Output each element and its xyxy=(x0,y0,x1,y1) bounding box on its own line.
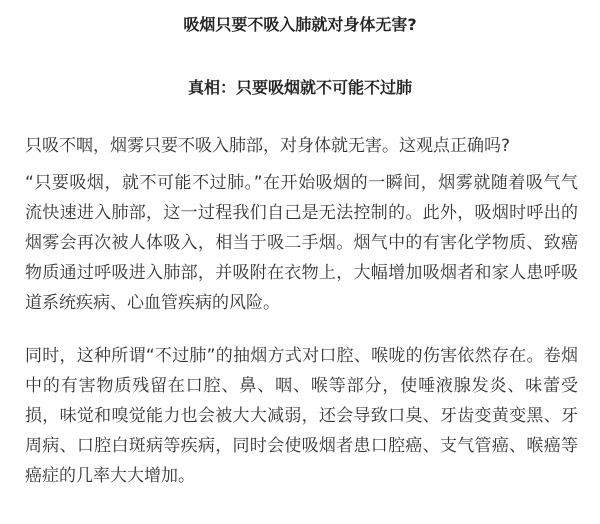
paragraph-1 xyxy=(25,131,578,161)
text-line: 中的有害物质残留在口腔、鼻、咽、喉等部分，使唾液腺发炎、味蕾受 xyxy=(25,376,578,396)
paragraph-2 xyxy=(25,168,578,318)
article-subtitle: 真相：只要吸烟就不可能不过肺 xyxy=(187,78,412,97)
text-line: 癌症的几率大大增加。 xyxy=(25,466,195,486)
paragraph-3 xyxy=(25,341,578,491)
text-line: 只吸不咽，烟雾只要不吸入肺部，对身体就无害。这观点正确吗? xyxy=(25,136,511,156)
text-line: “只要吸烟，就不可能不过肺。”在开始吸烟的一瞬间，烟雾就随着吸气气 xyxy=(25,173,578,193)
text-line: 同时，这种所谓“不过肺”的抽烟方式对口腔、喉咙的伤害依然存在。卷烟 xyxy=(25,346,578,366)
text-line: 流快速进入肺部，这一过程我们自己是无法控制的。此外，吸烟时呼出的 xyxy=(25,203,578,223)
text-line: 损，味觉和嗅觉能力也会被大大减弱，还会导致口臭、牙齿变黄变黑、牙 xyxy=(25,406,578,426)
text-line: 道系统疾病、心血管疾病的风险。 xyxy=(25,293,280,313)
text-line: 周病、口腔白斑病等疾病，同时会使吸烟者患口腔癌、支气管癌、喉癌等 xyxy=(25,436,578,456)
text-line: 物质通过呼吸进入肺部，并吸附在衣物上，大幅增加吸烟者和家人患呼吸 xyxy=(25,263,578,283)
text-line: 烟雾会再次被人体吸入，相当于吸二手烟。烟气中的有害化学物质、致癌 xyxy=(25,233,578,253)
article-title: 吸烟只要不吸入肺就对身体无害? xyxy=(183,15,417,34)
